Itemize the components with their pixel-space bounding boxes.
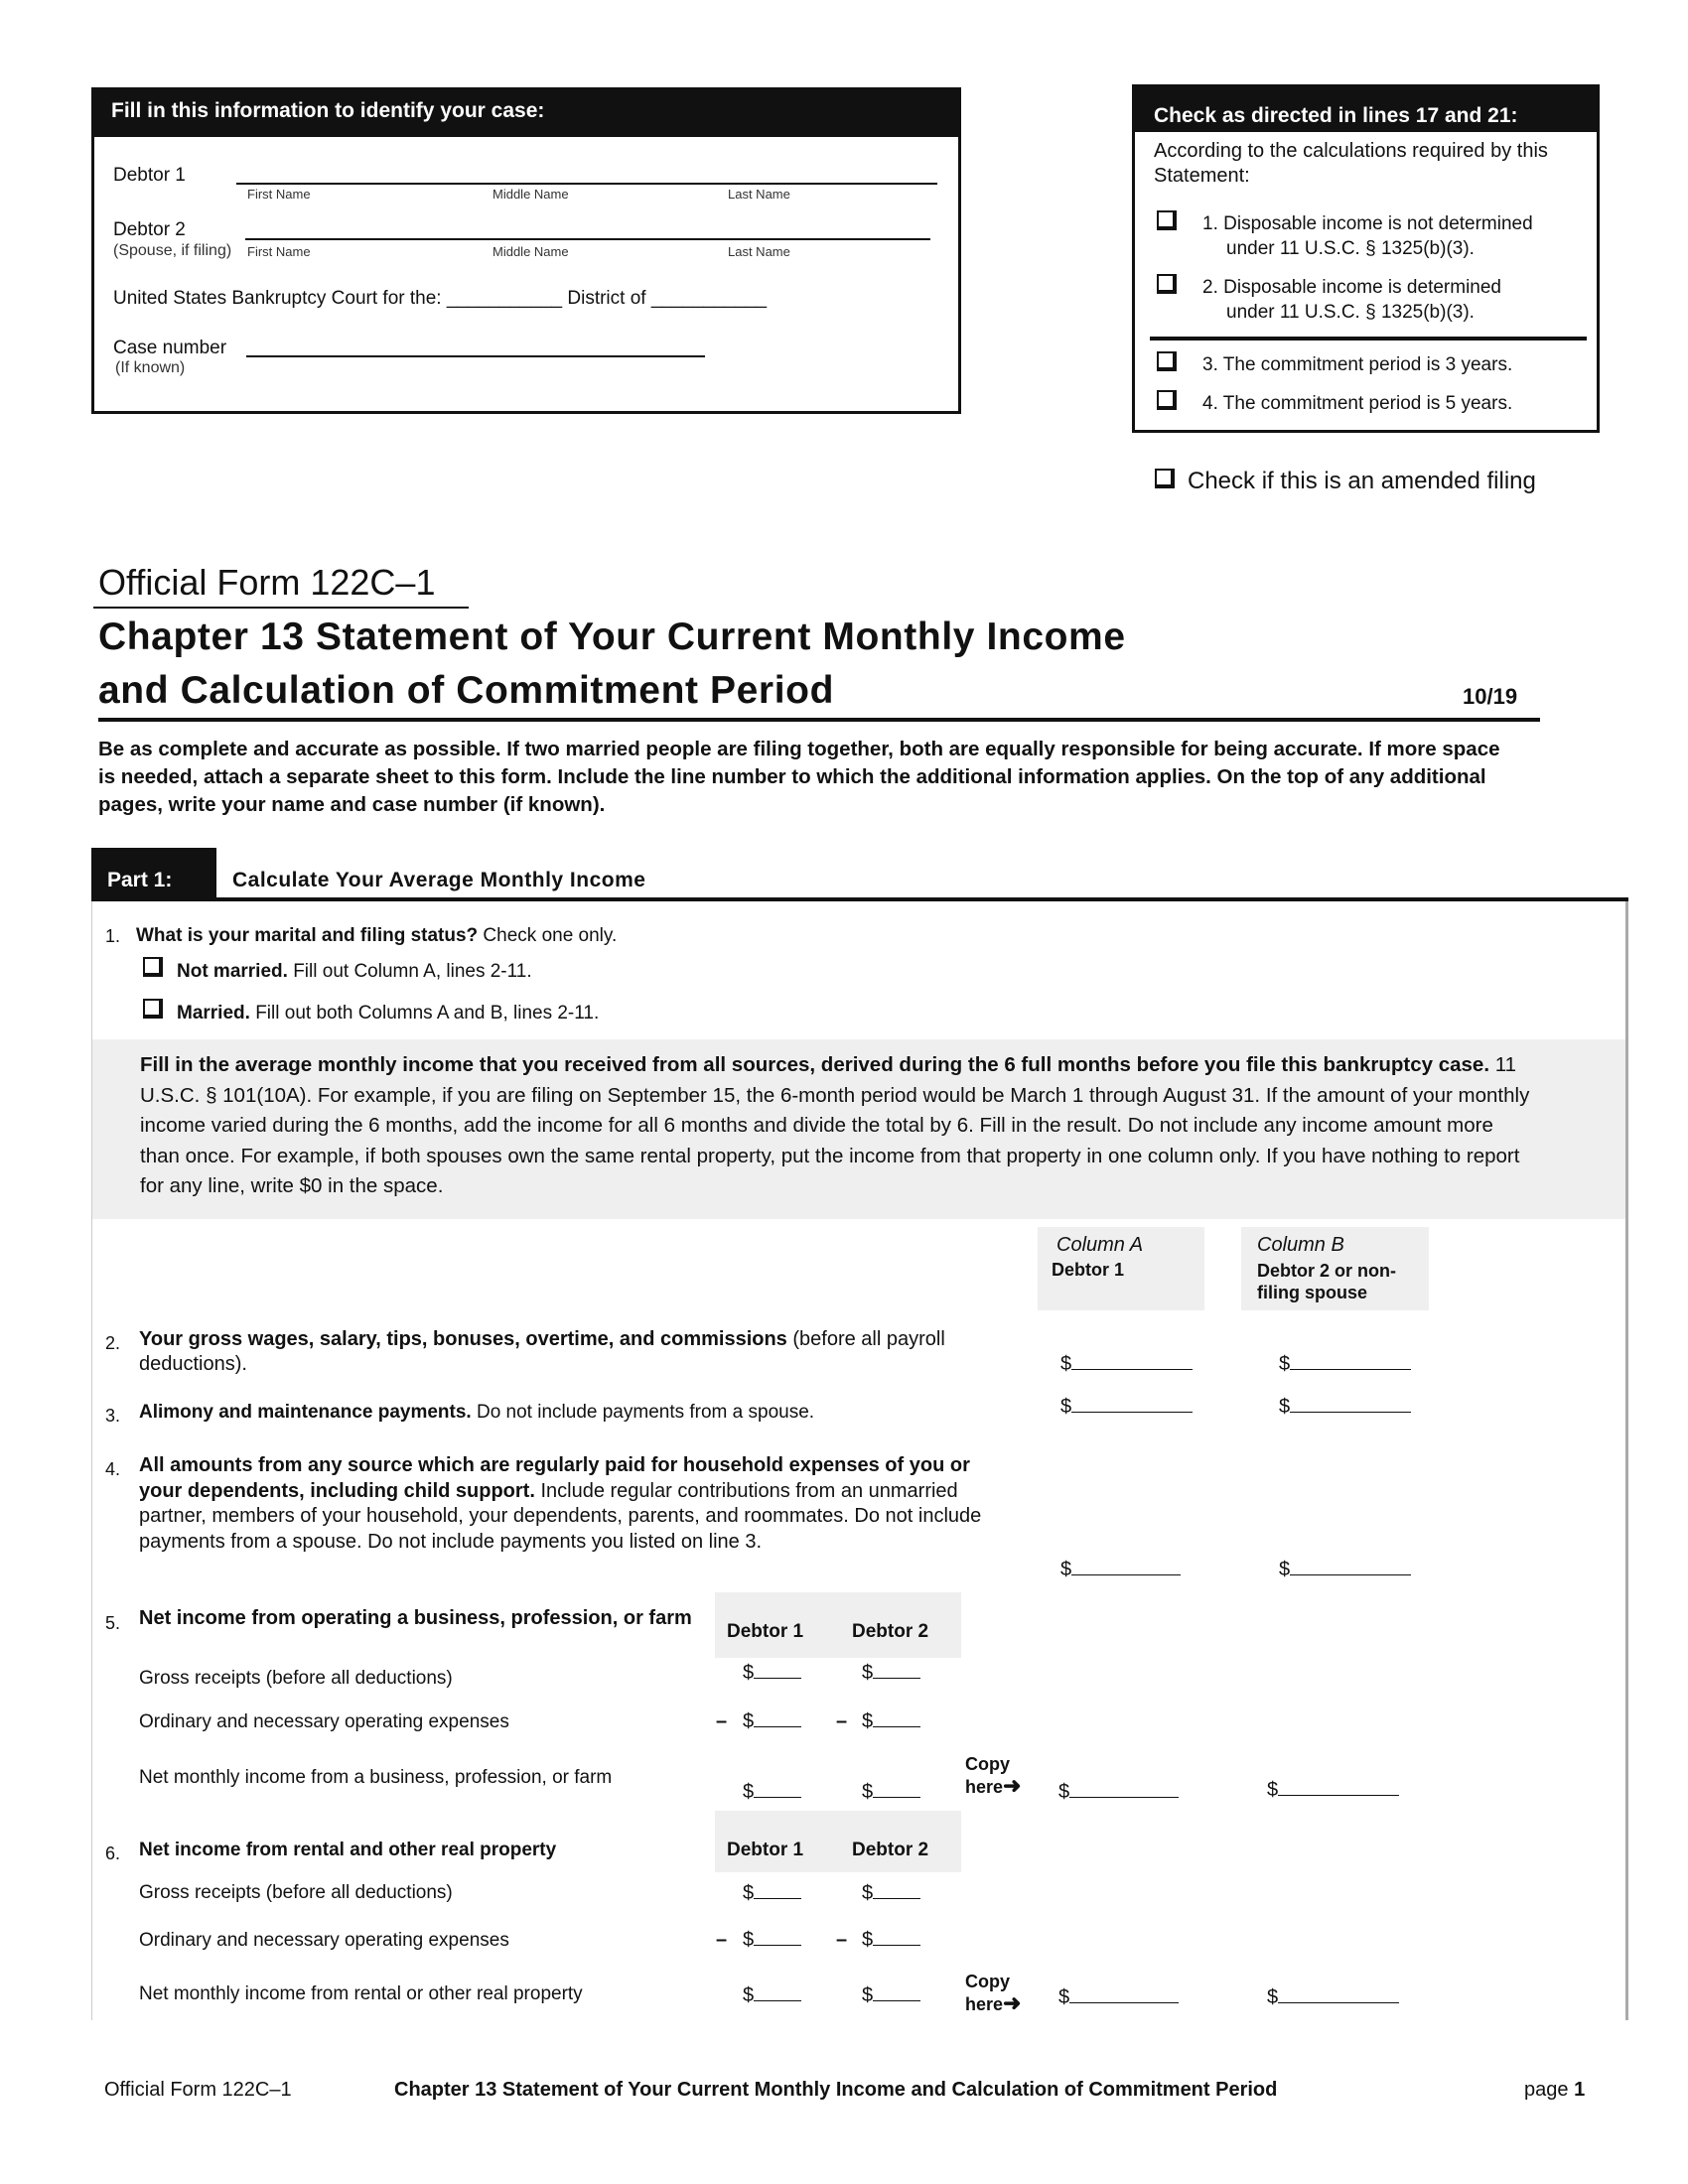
- court-label: [113, 288, 767, 310]
- arrow-right-icon: ➜: [1003, 1990, 1022, 2015]
- minus-sign: –: [836, 1710, 848, 1732]
- intro-text: Be as complete and accurate as possible. If two married people are filing together, both are equally responsible for being accurate. If more space is needed, attach a separate sheet to this form. Include the line number to which the additional information applies. On the top of any additional pages, write your name and case number (if known).: [98, 738, 1500, 816]
- line2-col-b-field[interactable]: [1279, 1352, 1411, 1376]
- last-name-caption: Last Name: [728, 187, 790, 202]
- line3-col-b-field[interactable]: [1279, 1395, 1411, 1419]
- dollar-sign: $: [1267, 1986, 1279, 2008]
- page-number: 1: [1574, 2079, 1586, 2101]
- part1-title: Calculate Your Average Monthly Income: [232, 869, 646, 891]
- amended-label: Check if this is an amended filing: [1188, 468, 1536, 494]
- line-number: 2.: [105, 1333, 121, 1353]
- line4-col-b-field[interactable]: [1279, 1558, 1411, 1581]
- line5-gross-d2[interactable]: [862, 1661, 920, 1685]
- line2-rest: (before all payroll deductions).: [139, 1328, 945, 1375]
- dollar-sign: $: [743, 1662, 755, 1684]
- dollar-sign: $: [1279, 1559, 1291, 1580]
- line2-col-a-field[interactable]: [1060, 1352, 1193, 1376]
- opt2-label-cont: under 11 U.S.C. § 1325(b)(3).: [1226, 302, 1475, 323]
- column-b-title: Column B: [1257, 1234, 1344, 1256]
- not-married-bold: Not married.: [177, 961, 288, 982]
- checkbox-opt4[interactable]: [1157, 390, 1177, 410]
- if-known-note: (If known): [115, 359, 186, 376]
- here-text: here: [965, 1777, 1004, 1797]
- line4-col-a-field[interactable]: [1060, 1558, 1181, 1581]
- dollar-sign: $: [862, 1929, 874, 1951]
- line-number: 3.: [105, 1406, 121, 1426]
- line5-expenses-d1[interactable]: [743, 1709, 801, 1733]
- opt1-label: 1. Disposable income is not determined: [1202, 213, 1533, 234]
- line6-net-d2[interactable]: [862, 1983, 920, 2007]
- dollar-sign: $: [1058, 1986, 1070, 2008]
- form-id: Official Form 122C–1: [98, 562, 436, 603]
- dollar-sign: $: [743, 1984, 755, 2006]
- line4-rest: Include regular contributions from an unmarried partner, members of your household, your dependents, parents, and roommates. Do not include payments from a spouse. Do not include payments you listed on line 3.: [139, 1479, 982, 1553]
- line6-gross-d2[interactable]: [862, 1881, 920, 1905]
- line5-net-label: Net monthly income from a business, profession, or farm: [139, 1767, 613, 1788]
- dollar-sign: $: [862, 1984, 874, 2006]
- line5-gross-label: Gross receipts (before all deductions): [139, 1668, 453, 1689]
- checkbox-opt1[interactable]: [1157, 210, 1177, 230]
- check-intro: According to the calculations required by this Statement:: [1154, 140, 1548, 187]
- dollar-sign: $: [743, 1929, 755, 1951]
- dollar-sign: $: [1060, 1559, 1072, 1580]
- dollar-sign: $: [743, 1781, 755, 1803]
- line1-bold: What is your marital and filing status?: [136, 925, 479, 946]
- right-border: [1625, 901, 1628, 2020]
- checkbox-married[interactable]: [143, 999, 163, 1019]
- dollar-sign: $: [1267, 1779, 1279, 1801]
- line6-col-b-field[interactable]: [1267, 1985, 1399, 2009]
- line6-gross-d1[interactable]: [743, 1881, 801, 1905]
- copy-here-5: [965, 1754, 1021, 1798]
- check-directed-header: Check as directed in lines 17 and 21:: [1132, 84, 1600, 132]
- court-field[interactable]: ___________: [446, 288, 563, 309]
- dollar-sign: $: [743, 1882, 755, 1904]
- district-field[interactable]: ___________: [650, 288, 768, 309]
- not-married-text: Fill out Column A, lines 2-11.: [287, 961, 532, 982]
- dollar-sign: $: [862, 1882, 874, 1904]
- line5-expenses-label: Ordinary and necessary operating expenses: [139, 1711, 509, 1732]
- footer-page: [1524, 2079, 1585, 2102]
- line6-expenses-d2[interactable]: [862, 1928, 920, 1952]
- married-bold: Married.: [177, 1003, 250, 1024]
- form-id-underline: [93, 607, 469, 609]
- dollar-sign: $: [1060, 1396, 1072, 1418]
- last-name-caption: Last Name: [728, 244, 790, 259]
- page-title: Chapter 13 Statement of Your Current Monthly Income: [98, 615, 1126, 658]
- part1-rule: [91, 897, 1628, 901]
- line6-col-a-field[interactable]: [1058, 1985, 1179, 2009]
- dollar-sign: $: [862, 1781, 874, 1803]
- line6-net-d1[interactable]: [743, 1983, 801, 2007]
- sub-col-debtor1: Debtor 1: [727, 1840, 804, 1860]
- line5-title: Net income from operating a business, profession, or farm: [139, 1607, 692, 1629]
- sub-col-debtor1: Debtor 1: [727, 1621, 804, 1642]
- district-text: District of: [567, 288, 646, 309]
- dollar-sign: $: [1279, 1353, 1291, 1375]
- dollar-sign: $: [743, 1710, 755, 1732]
- opt1-label-cont: under 11 U.S.C. § 1325(b)(3).: [1226, 238, 1475, 259]
- line3-col-a-field[interactable]: [1060, 1395, 1193, 1419]
- line6-expenses-label: Ordinary and necessary operating expenses: [139, 1930, 509, 1951]
- middle-name-caption: Middle Name: [492, 244, 569, 259]
- line-number: 4.: [105, 1459, 121, 1479]
- checkbox-opt2[interactable]: [1157, 274, 1177, 294]
- line5-expenses-d2[interactable]: [862, 1709, 920, 1733]
- here-text: here: [965, 1994, 1004, 2014]
- debtor2-name-field[interactable]: [245, 226, 930, 240]
- line3-text: [139, 1402, 814, 1424]
- case-info-header: Fill in this information to identify your case:: [91, 87, 961, 137]
- line1-rest: Check one only.: [478, 925, 618, 946]
- line-number: 5.: [105, 1613, 121, 1633]
- line6-title: Net income from rental and other real property: [139, 1840, 557, 1860]
- line6-gross-label: Gross receipts (before all deductions): [139, 1882, 453, 1903]
- court-text: United States Bankruptcy Court for the:: [113, 288, 442, 309]
- sub-col-debtor2: Debtor 2: [852, 1840, 929, 1860]
- copy-text: Copy: [965, 1972, 1010, 1991]
- case-number-field[interactable]: [246, 343, 705, 357]
- line4-bold: All amounts from any source which are regularly paid for household expenses of you or your dependents, including child support.: [139, 1454, 970, 1502]
- dollar-sign: $: [862, 1710, 874, 1732]
- line-number: 1.: [105, 926, 121, 946]
- debtor1-name-field[interactable]: [236, 171, 937, 185]
- line1-question: [136, 925, 617, 947]
- married-text: Fill out both Columns A and B, lines 2-11.: [249, 1003, 600, 1024]
- opt4-label: 4. The commitment period is 5 years.: [1202, 393, 1513, 414]
- line6-net-label: Net monthly income from rental or other real property: [139, 1983, 583, 2004]
- checkbox-opt3[interactable]: [1157, 351, 1177, 371]
- arrow-right-icon: ➜: [1003, 1773, 1022, 1798]
- minus-sign: –: [716, 1929, 728, 1951]
- line2-text: [139, 1327, 973, 1377]
- case-number-label: Case number: [113, 338, 227, 358]
- footer-title: Chapter 13 Statement of Your Current Monthly Income and Calculation of Commitment Period: [394, 2079, 1278, 2101]
- first-name-caption: First Name: [247, 187, 311, 202]
- dollar-sign: $: [1279, 1396, 1291, 1418]
- dollar-sign: $: [862, 1662, 874, 1684]
- line5-gross-d1[interactable]: [743, 1661, 801, 1685]
- not-married-label: [177, 961, 532, 983]
- instructions-text: [140, 1050, 1530, 1202]
- copy-here-6: [965, 1972, 1021, 2015]
- opt3-label: 3. The commitment period is 3 years.: [1202, 354, 1513, 375]
- divider: [1150, 337, 1587, 341]
- first-name-caption: First Name: [247, 244, 311, 259]
- line5-col-b-field[interactable]: [1267, 1778, 1399, 1802]
- column-a-title: Column A: [1056, 1234, 1144, 1256]
- copy-text: Copy: [965, 1754, 1010, 1774]
- minus-sign: –: [836, 1929, 848, 1951]
- line5-net-d1[interactable]: [743, 1780, 801, 1804]
- dollar-sign: $: [1060, 1353, 1072, 1375]
- form-version: 10/19: [1463, 684, 1518, 709]
- instr-rest: 11 U.S.C. § 101(10A). For example, if you are filing on September 15, the 6-month period would be March 1 through August 31. If the amount of your monthly income varied during the 6 months, add the income for all 6 months and divide the total by 6. Fill in the result. Do not include any income amount more than once. For example, if both spouses own the same rental property, put the income from that property in one column only. If you have nothing to report for any line, write $0 in the space.: [140, 1053, 1530, 1197]
- column-b-sub: Debtor 2 or non-filing spouse: [1257, 1261, 1396, 1302]
- line4-text: [139, 1453, 993, 1555]
- spouse-note: (Spouse, if filing): [113, 242, 232, 259]
- line-number: 6.: [105, 1843, 121, 1863]
- page-label: page: [1524, 2079, 1569, 2101]
- dollar-sign: $: [1058, 1781, 1070, 1803]
- line3-rest: Do not include payments from a spouse.: [471, 1402, 815, 1423]
- page-title-cont: and Calculation of Commitment Period: [98, 669, 834, 712]
- married-label: [177, 1003, 599, 1024]
- debtor2-label: Debtor 2: [113, 219, 186, 240]
- sub-col-debtor2: Debtor 2: [852, 1621, 929, 1642]
- checkbox-amended[interactable]: [1155, 469, 1175, 488]
- debtor1-label: Debtor 1: [113, 165, 186, 186]
- opt2-label: 2. Disposable income is determined: [1202, 277, 1501, 298]
- column-a-sub: Debtor 1: [1052, 1260, 1125, 1280]
- line5-net-d2[interactable]: [862, 1780, 920, 1804]
- footer-form-id: Official Form 122C–1: [104, 2079, 292, 2101]
- line5-col-a-field[interactable]: [1058, 1780, 1179, 1804]
- middle-name-caption: Middle Name: [492, 187, 569, 202]
- minus-sign: –: [716, 1710, 728, 1732]
- part1-label: Part 1:: [107, 869, 173, 891]
- title-rule: [98, 718, 1540, 722]
- line3-bold: Alimony and maintenance payments.: [139, 1402, 472, 1423]
- checkbox-not-married[interactable]: [143, 957, 163, 977]
- line2-bold: Your gross wages, salary, tips, bonuses, overtime, and commissions: [139, 1328, 787, 1350]
- line6-expenses-d1[interactable]: [743, 1928, 801, 1952]
- instr-bold: Fill in the average monthly income that you received from all sources, derived during the 6 full months before you file this bankruptcy case.: [140, 1053, 1490, 1076]
